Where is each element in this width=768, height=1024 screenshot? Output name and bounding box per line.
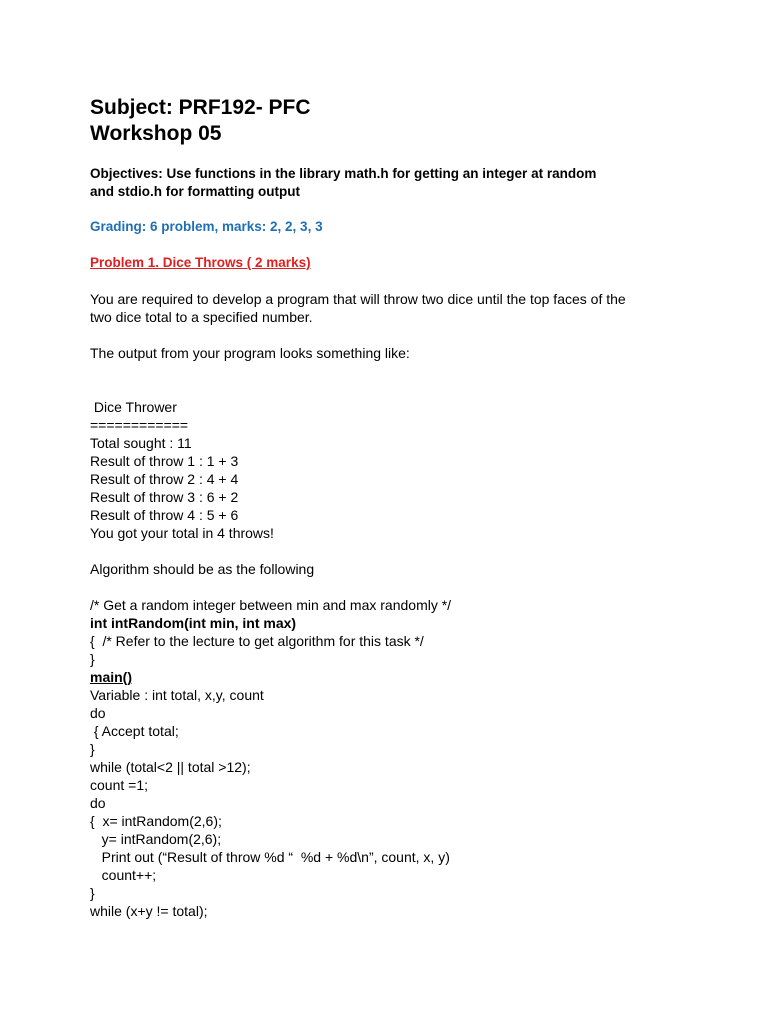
grading-line: Grading: 6 problem, marks: 2, 2, 3, 3 (90, 219, 323, 234)
sample-output-line: ============ (90, 417, 189, 433)
code-line: while (x+y != total); (90, 903, 208, 919)
code-line: } (90, 741, 95, 757)
code-line: { /* Refer to the lecture to get algorithm for this task */ (90, 633, 424, 649)
objectives-line-1: Objectives: Use functions in the library math.h for getting an integer at random (90, 166, 597, 181)
subject-heading: Subject: PRF192- PFC (90, 96, 311, 119)
sample-output-line: Total sought : 11 (90, 435, 192, 451)
code-line: /* Get a random integer between min and max randomly */ (90, 597, 452, 613)
code-line-signature: int intRandom(int min, int max) (90, 615, 297, 631)
sample-output-line: You got your total in 4 throws! (90, 525, 274, 541)
objectives-line-2: and stdio.h for formatting output (90, 184, 300, 199)
code-line: y= intRandom(2,6); (90, 831, 222, 847)
problem-description-line-2: two dice total to a specified number. (90, 309, 313, 325)
algorithm-intro: Algorithm should be as the following (90, 561, 315, 577)
sample-output-line: Result of throw 3 : 6 + 2 (90, 489, 239, 505)
code-line: do (90, 795, 106, 811)
code-line: { Accept total; (90, 723, 179, 739)
code-line: do (90, 705, 106, 721)
output-intro: The output from your program looks something like: (90, 345, 410, 361)
workshop-heading: Workshop 05 (90, 122, 222, 145)
problem-description-line-1: You are required to develop a program that will throw two dice until the top faces of the (90, 291, 626, 307)
code-line-main: main() (90, 669, 132, 685)
code-line: count =1; (90, 777, 148, 793)
code-line: { x= intRandom(2,6); (90, 813, 222, 829)
sample-output-line: Dice Thrower (90, 399, 177, 415)
sample-output-line: Result of throw 4 : 5 + 6 (90, 507, 239, 523)
code-line: Variable : int total, x,y, count (90, 687, 264, 703)
code-line: } (90, 885, 95, 901)
sample-output-line: Result of throw 1 : 1 + 3 (90, 453, 239, 469)
code-line: Print out (“Result of throw %d “ %d + %d\n”, count, x, y) (90, 849, 450, 865)
code-line: } (90, 651, 95, 667)
problem-1-title: Problem 1. Dice Throws ( 2 marks) (90, 255, 311, 270)
code-line: count++; (90, 867, 157, 883)
sample-output-line: Result of throw 2 : 4 + 4 (90, 471, 239, 487)
code-line: while (total<2 || total >12); (90, 759, 251, 775)
